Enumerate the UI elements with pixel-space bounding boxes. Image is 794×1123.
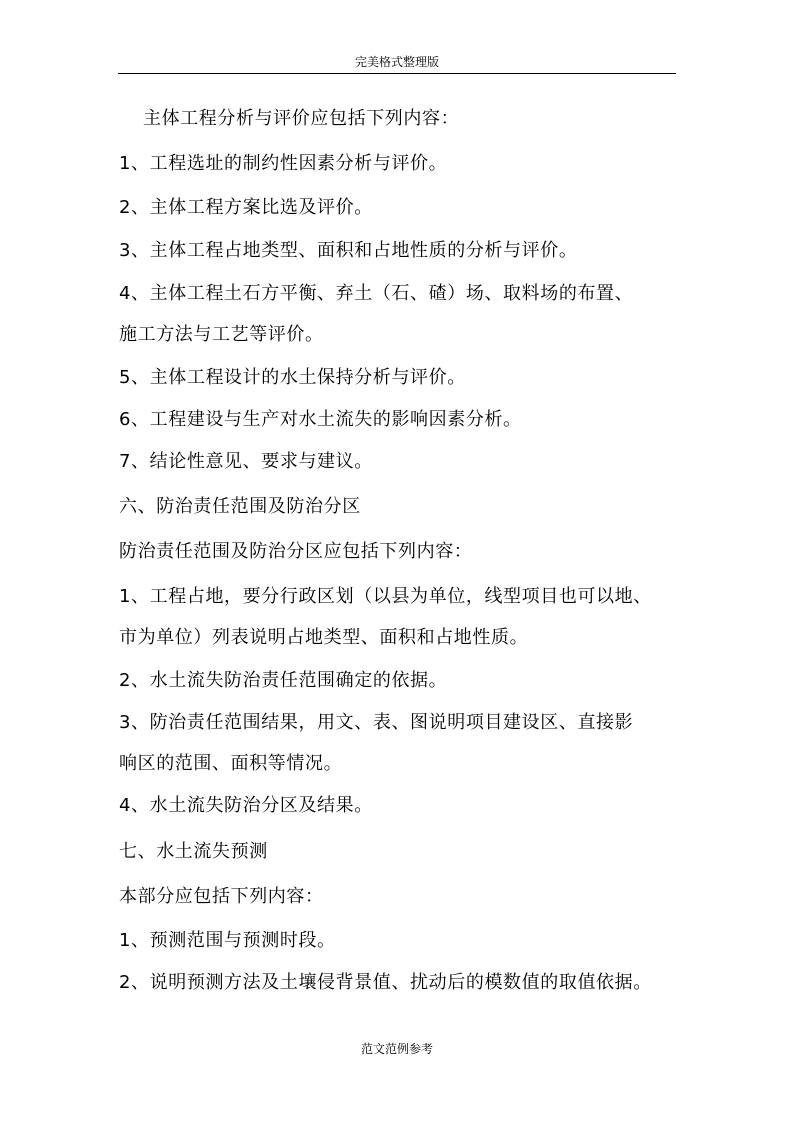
paragraph-line: 3、防治责任范围结果，用文、表、图说明项目建设区、直接影: [119, 712, 634, 733]
paragraph-line: 1、工程选址的制约性因素分析与评价。: [119, 153, 448, 174]
paragraph-line: 2、说明预测方法及土壤侵背景值、扰动后的模数值的取值依据。: [119, 972, 652, 993]
paragraph-line: 2、水土流失防治责任范围确定的依据。: [119, 670, 448, 691]
paragraph-line: 市为单位）列表说明占地类型、面积和占地性质。: [119, 627, 529, 648]
paragraph-line: 本部分应包括下列内容：: [119, 886, 324, 907]
paragraph-line: 5、主体工程设计的水土保持分析与评价。: [119, 367, 466, 388]
section-heading: 七、水土流失预测: [119, 841, 268, 862]
paragraph-line: 4、水土流失防治分区及结果。: [119, 795, 373, 816]
paragraph-line: 6、工程建设与生产对水土流失的影响因素分析。: [119, 409, 522, 430]
footer-text: 范文范例参考: [360, 1042, 433, 1056]
paragraph-line: 主体工程分析与评价应包括下列内容：: [143, 108, 460, 129]
page-footer: [0, 1041, 794, 1057]
paragraph-line: 施工方法与工艺等评价。: [119, 324, 324, 345]
paragraph-line: 1、工程占地，要分行政区划（以县为单位，线型项目也可以地、: [119, 586, 652, 607]
paragraph-line: 响区的范围、面积等情况。: [119, 753, 343, 774]
paragraph-line: 4、主体工程土石方平衡、弃土（石、碴）场、取料场的布置、: [119, 283, 634, 304]
paragraph-line: 7、结论性意见、要求与建议。: [119, 451, 373, 472]
section-heading: 六、防治责任范围及防治分区: [119, 496, 361, 517]
header-text: 完美格式整理版: [354, 55, 439, 69]
paragraph-line: 2、主体工程方案比选及评价。: [119, 197, 373, 218]
paragraph-line: 3、主体工程占地类型、面积和占地性质的分析与评价。: [119, 240, 578, 261]
paragraph-line: 防治责任范围及防治分区应包括下列内容：: [119, 541, 473, 562]
paragraph-line: 1、预测范围与预测时段。: [119, 930, 336, 951]
